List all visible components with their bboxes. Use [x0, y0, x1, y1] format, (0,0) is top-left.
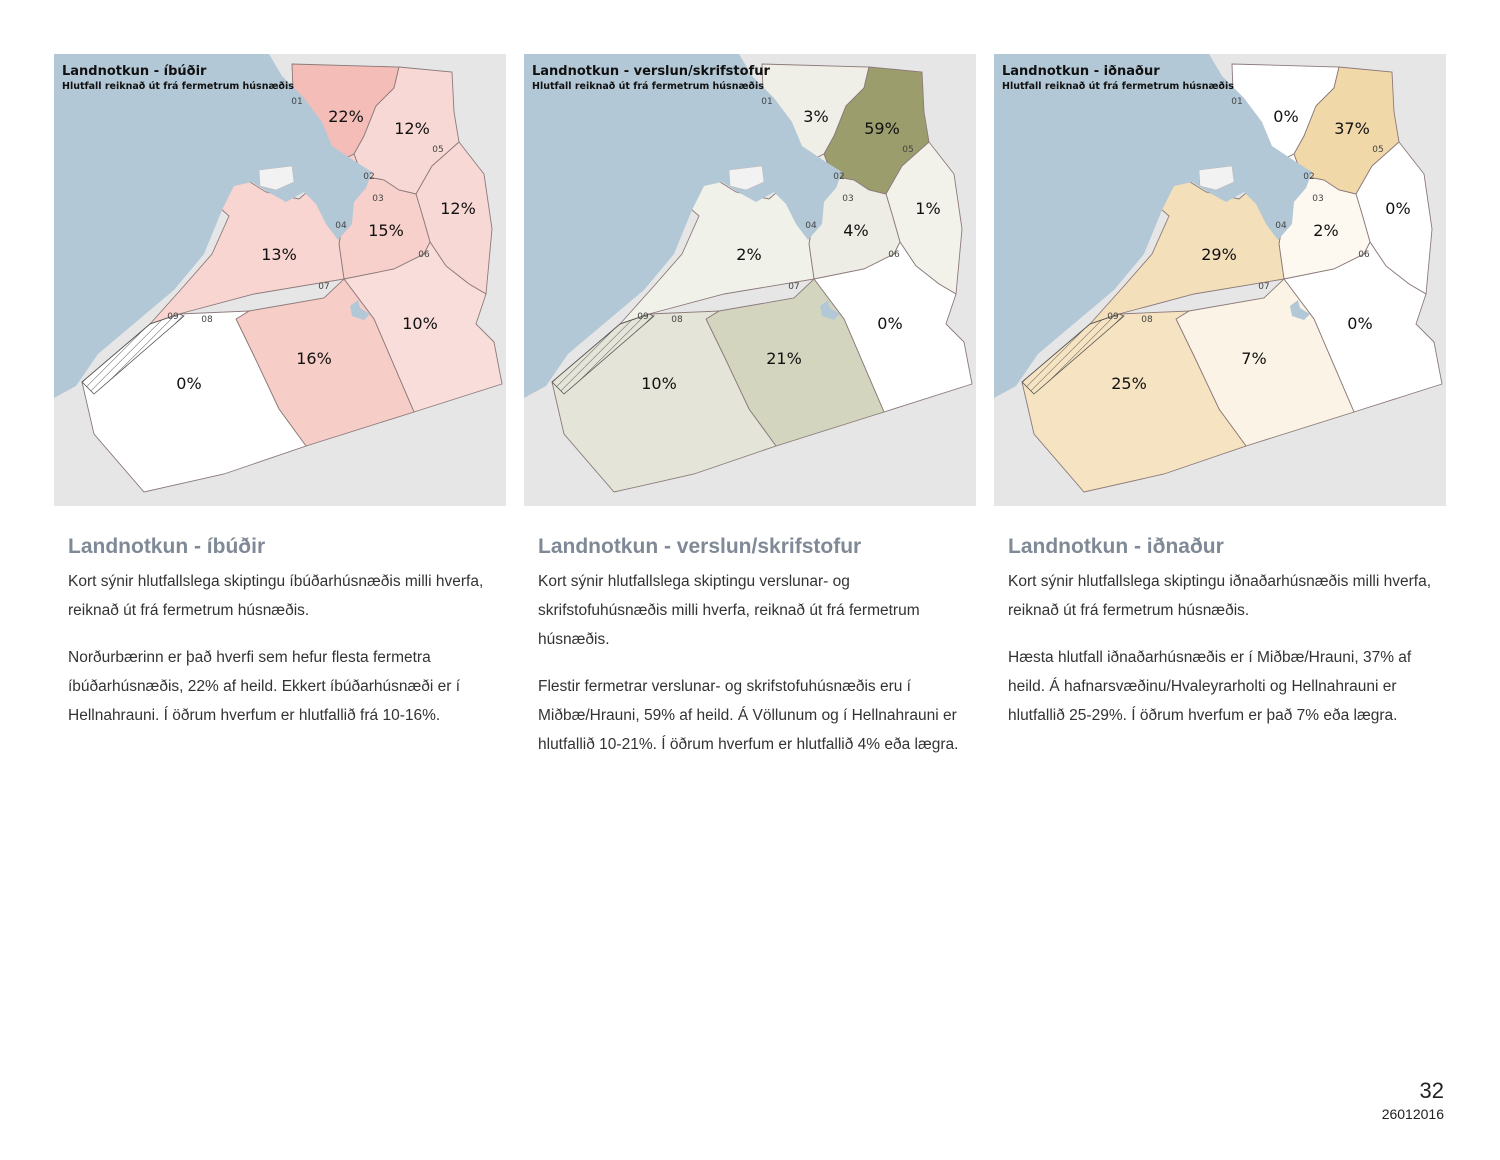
district-value-03: 2% [1313, 221, 1339, 240]
district-value-05: 12% [394, 119, 430, 138]
paragraph: Norðurbærinn er það hverfi sem hefur flesta fermetra íbúðarhúsnæðis, 22% af heild. Ekkert íbúðarhúsnæði er í Hellnahrauni. Í öðrum hverfum er hlutfallið frá 10-16%. [68, 649, 461, 724]
district-value-02: 1% [915, 199, 941, 218]
paragraph: Hæsta hlutfall iðnaðarhúsnæðis er í Miðbæ/Hrauni, 37% af heild. Á hafnarsvæðinu/Hvaleyrarholti og Hellnahrauni er hlutfallið 25-29%. Í öðrum hverfum er það 7% eða lægra. [1008, 649, 1412, 724]
district-value-05: 37% [1334, 119, 1370, 138]
district-code-label: 01 [761, 97, 773, 107]
map-title: Landnotkun - íbúðir [62, 64, 207, 79]
district-code-label: 06 [418, 250, 430, 260]
district-code-label: 03 [842, 194, 854, 204]
district-code-label: 07 [1258, 282, 1270, 292]
page-number: 32 [1419, 1078, 1444, 1103]
district-code-label: 06 [1358, 250, 1370, 260]
map-title: Landnotkun - verslun/skrifstofur [532, 64, 770, 79]
paragraph: Kort sýnir hlutfallslega skiptingu íbúðarhúsnæðis milli hverfa, reiknað út frá fermetrum húsnæðis. [68, 573, 484, 619]
map-panel-industry [994, 54, 1446, 506]
map-subtitle: Hlutfall reiknað út frá fermetrum húsnæðis [62, 81, 294, 92]
district-code-label: 08 [201, 315, 213, 325]
district-value-08: 7% [1241, 349, 1267, 368]
district-code-label: 09 [167, 312, 179, 322]
district-value-09: 0% [176, 374, 202, 393]
district-value-03: 4% [843, 221, 869, 240]
district-code-label: 02 [833, 172, 845, 182]
map-panel-dwellings [54, 54, 506, 506]
map-title: Landnotkun - iðnaður [1002, 64, 1160, 79]
section-heading: Landnotkun - verslun/skrifstofur [538, 535, 862, 558]
district-code-label: 01 [291, 97, 303, 107]
district-code-label: 03 [1312, 194, 1324, 204]
district-value-09: 25% [1111, 374, 1147, 393]
district-value-04: 13% [261, 245, 297, 264]
district-code-label: 04 [335, 221, 347, 231]
district-code-label: 07 [788, 282, 800, 292]
district-value-03: 15% [368, 221, 404, 240]
section-heading: Landnotkun - íbúðir [68, 535, 266, 558]
district-code-label: 05 [432, 145, 444, 155]
district-map [54, 54, 506, 506]
section-heading: Landnotkun - iðnaður [1008, 535, 1224, 558]
text-column-industry [1008, 533, 1448, 748]
paragraph: Kort sýnir hlutfallslega skiptingu iðnaðarhúsnæðis milli hverfa, reiknað út frá fermetrum húsnæðis. [1008, 573, 1432, 619]
district-value-02: 12% [440, 199, 476, 218]
district-code-label: 08 [671, 315, 683, 325]
district-value-01: 22% [328, 107, 364, 126]
district-value-06: 0% [877, 314, 903, 333]
paragraph: Flestir fermetrar verslunar- og skrifstofuhúsnæðis eru í Miðbæ/Hrauni, 59% af heild. Á Völlunum og í Hellnahrauni er hlutfallið 10-21%. Í öðrum hverfum er hlutfallið 4% eða lægra. [538, 678, 959, 753]
district-code-label: 01 [1231, 97, 1243, 107]
document-date: 26012016 [1381, 1106, 1444, 1122]
district-code-label: 04 [805, 221, 817, 231]
district-code-label: 09 [1107, 312, 1119, 322]
district-code-label: 02 [363, 172, 375, 182]
district-value-08: 21% [766, 349, 802, 368]
district-code-label: 04 [1275, 221, 1287, 231]
district-code-label: 06 [888, 250, 900, 260]
district-map [524, 54, 976, 506]
district-value-08: 16% [296, 349, 332, 368]
district-code-label: 09 [637, 312, 649, 322]
paragraph: Kort sýnir hlutfallslega skiptingu verslunar- og skrifstofuhúsnæðis milli hverfa, reiknað út frá fermetrum húsnæðis. [538, 573, 920, 648]
district-value-01: 3% [803, 107, 829, 126]
map-subtitle: Hlutfall reiknað út frá fermetrum húsnæðis [532, 81, 764, 92]
district-value-06: 0% [1347, 314, 1373, 333]
district-value-09: 10% [641, 374, 677, 393]
district-code-label: 08 [1141, 315, 1153, 325]
district-value-01: 0% [1273, 107, 1299, 126]
text-column-commerce [538, 533, 978, 777]
map-panel-commerce [524, 54, 976, 506]
district-code-label: 07 [318, 282, 330, 292]
district-value-04: 29% [1201, 245, 1237, 264]
district-code-label: 05 [1372, 145, 1384, 155]
district-value-02: 0% [1385, 199, 1411, 218]
map-subtitle: Hlutfall reiknað út frá fermetrum húsnæðis [1002, 81, 1234, 92]
district-code-label: 05 [902, 145, 914, 155]
district-code-label: 02 [1303, 172, 1315, 182]
district-map [994, 54, 1446, 506]
district-value-04: 2% [736, 245, 762, 264]
text-column-dwellings [68, 533, 508, 748]
district-value-06: 10% [402, 314, 438, 333]
district-value-05: 59% [864, 119, 900, 138]
district-code-label: 03 [372, 194, 384, 204]
